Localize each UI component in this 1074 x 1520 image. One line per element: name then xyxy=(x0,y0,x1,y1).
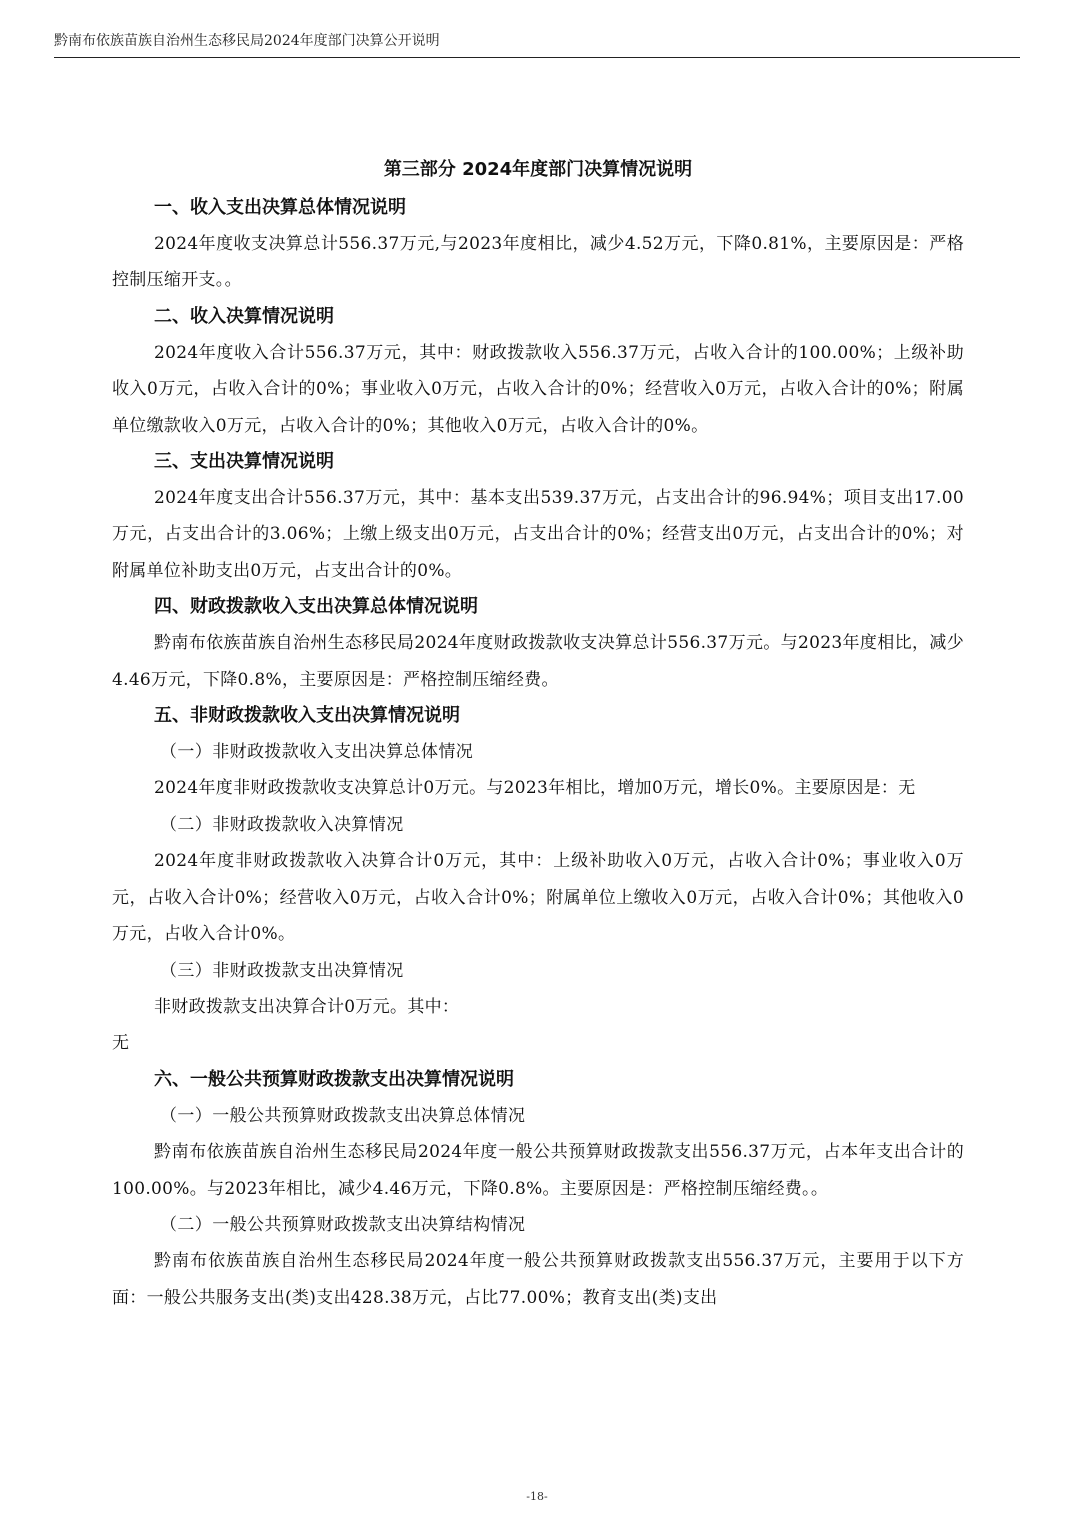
paragraph: 2024年度非财政拨款收支决算总计0万元。与2023年相比，增加0万元，增长0%。主要原因是：无 xyxy=(154,778,916,799)
section-heading-3: 三、支出决算情况说明 xyxy=(154,451,334,473)
section-heading-2: 二、收入决算情况说明 xyxy=(154,305,334,327)
paragraph: 黔南布依族苗族自治州生态移民局2024年度财政拨款收支决算总计556.37万元。与2023年度相比，减少4.46万元，下降0.8%，主要原因是：严格控制压缩经费。 xyxy=(112,633,964,690)
paragraph: 非财政拨款支出决算合计0万元。其中： xyxy=(154,996,460,1017)
subsection-heading: （二）非财政拨款收入决算情况 xyxy=(160,814,404,835)
page-number: -18- xyxy=(526,1490,548,1503)
paragraph: 黔南布依族苗族自治州生态移民局2024年度一般公共预算财政拨款支出556.37万元，占本年支出合计的100.00%。与2023年相比，减少4.46万元，下降0.8%。主要原因是：严格控制压缩经费。。 xyxy=(112,1142,964,1199)
subsection-heading: （一）一般公共预算财政拨款支出决算总体情况 xyxy=(160,1105,526,1126)
paragraph: 2024年度支出合计556.37万元，其中：基本支出539.37万元，占支出合计的96.94%；项目支出17.00万元，占支出合计的3.06%；上缴上级支出0万元，占支出合计的0%；经营支出0万元，占支出合计的0%；对附属单位补助支出0万元，占支出合计的0%。 xyxy=(112,488,964,581)
paragraph: 无 xyxy=(112,1033,129,1054)
paragraph: 2024年度收入合计556.37万元，其中：财政拨款收入556.37万元，占收入合计的100.00%；上级补助收入0万元，占收入合计的0%；事业收入0万元，占收入合计的0%；经营收入0万元，占收入合计的0%；附属单位缴款收入0万元，占收入合计的0%；其他收入0万元，占收入合计的0%。 xyxy=(112,342,964,436)
subsection-heading: （三）非财政拨款支出决算情况 xyxy=(160,960,404,981)
page-title: 第三部分 2024年度部门决算情况说明 xyxy=(383,159,693,180)
paragraph: 2024年度收支决算总计556.37万元,与2023年度相比，减少4.52万元，下降0.81%，主要原因是：严格控制压缩开支。。 xyxy=(112,234,964,291)
section-heading-6: 六、一般公共预算财政拨款支出决算情况说明 xyxy=(154,1068,514,1090)
subsection-heading: （二）一般公共预算财政拨款支出决算结构情况 xyxy=(160,1214,526,1235)
running-header: 黔南布依族苗族自治州生态移民局2024年度部门决算公开说明 xyxy=(54,30,1020,58)
paragraph: 黔南布依族苗族自治州生态移民局2024年度一般公共预算财政拨款支出556.37万元，主要用于以下方面：一般公共服务支出(类)支出428.38万元，占比77.00%；教育支出(类)支出 xyxy=(112,1251,964,1308)
section-heading-1: 一、收入支出决算总体情况说明 xyxy=(154,197,406,218)
paragraph: 2024年度非财政拨款收入决算合计0万元，其中：上级补助收入0万元，占收入合计0%；事业收入0万元，占收入合计0%；经营收入0万元，占收入合计0%；附属单位上缴收入0万元，占收入合计0%；其他收入0万元，占收入合计0%。 xyxy=(112,851,964,945)
document-body xyxy=(112,152,964,1316)
section-heading-5: 五、非财政拨款收入支出决算情况说明 xyxy=(154,705,460,727)
section-heading-4: 四、财政拨款收入支出决算总体情况说明 xyxy=(154,596,478,618)
subsection-heading: （一）非财政拨款收入支出决算总体情况 xyxy=(160,742,474,763)
